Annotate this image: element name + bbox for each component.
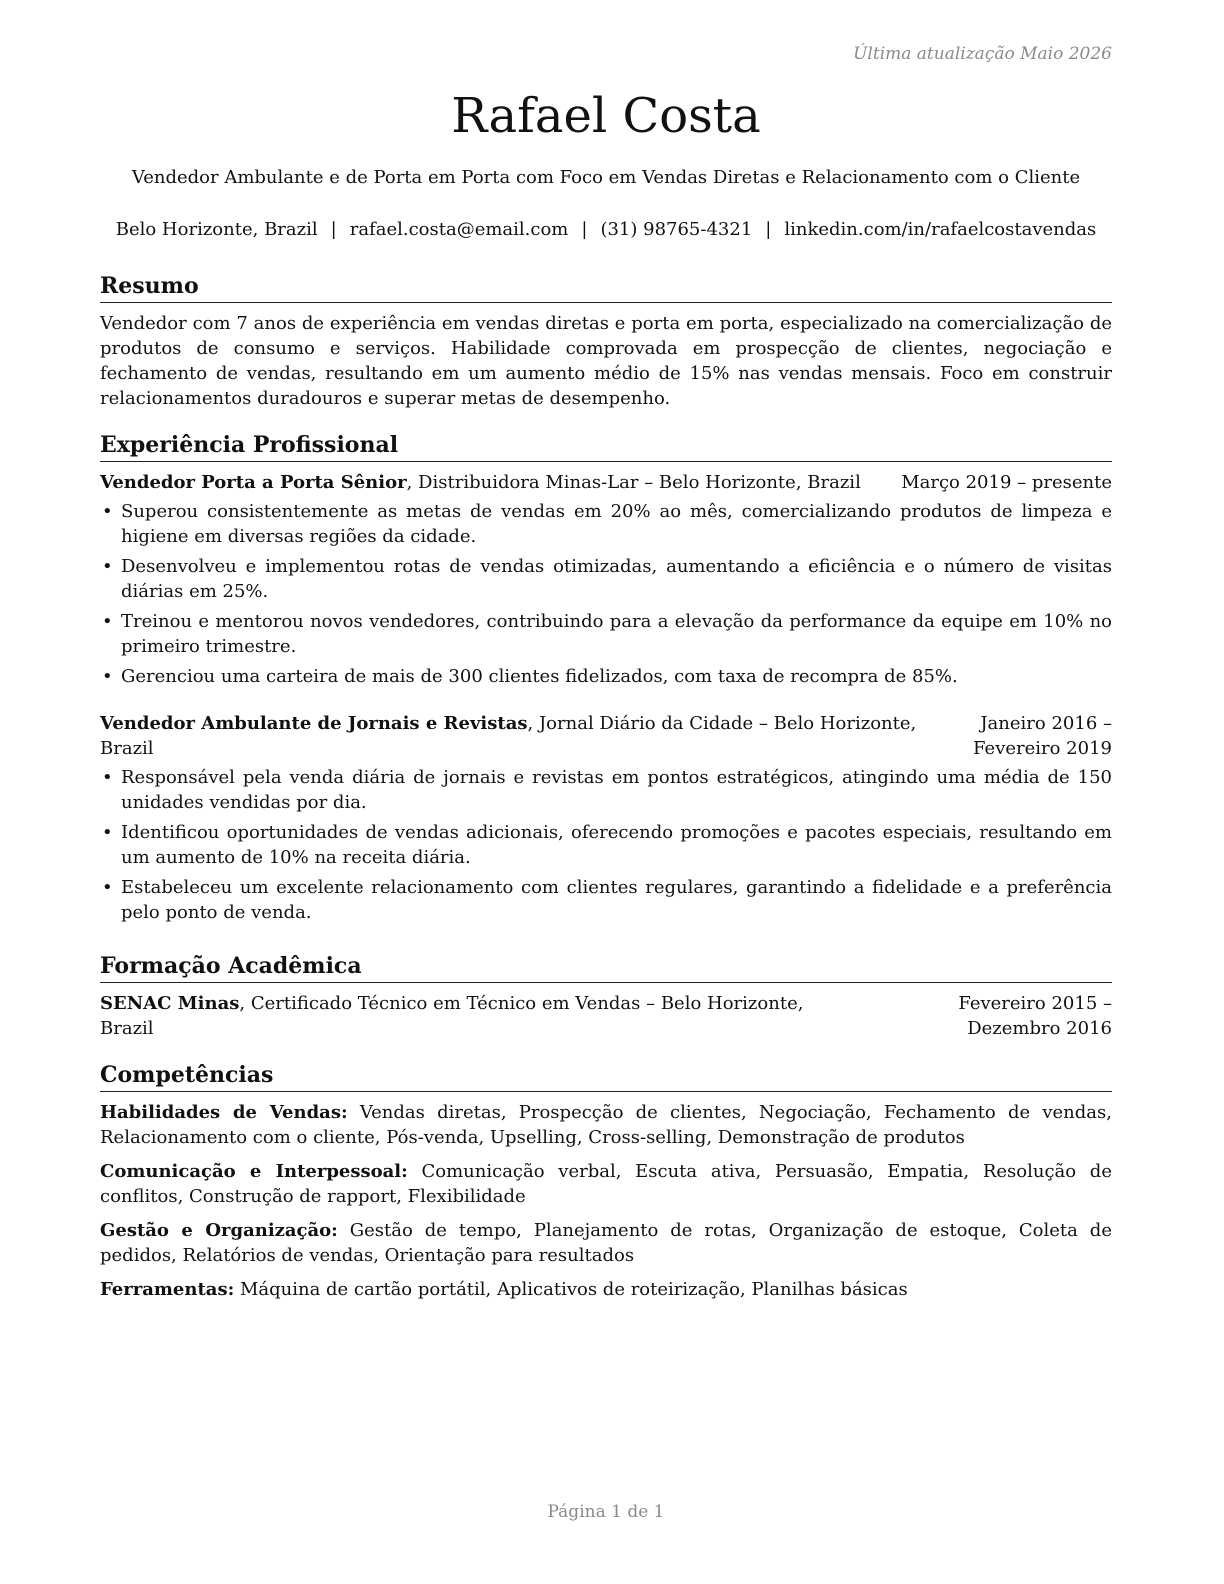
skill-group — [100, 1218, 1112, 1268]
page-number: Página 1 de 1 — [547, 1502, 665, 1522]
section-title-summary: Resumo — [100, 271, 1112, 303]
skill-label: Gestão e Organização: — [100, 1220, 338, 1241]
job-bullets — [100, 765, 1112, 925]
contact-separator: | — [330, 219, 337, 240]
job-bullets — [100, 499, 1112, 689]
skills-section — [100, 1060, 1112, 1311]
job-dates: Março 2019 – presente — [901, 472, 1112, 493]
last-updated: Última atualização Maio 2026 — [853, 44, 1112, 64]
list-item: • Identificou oportunidades de vendas adicionais, oferecendo promoções e pacotes especiais, resultando em um aumento de 10% na receita diária. — [100, 820, 1112, 870]
list-item: • Responsável pela venda diária de jornais e revistas em pontos estratégicos, atingindo uma média de 150 unidades vendidas por dia. — [100, 765, 1112, 815]
skill-group — [100, 1159, 1112, 1209]
job-header — [100, 711, 1112, 761]
resume-page — [100, 0, 1112, 1584]
contact-line — [100, 219, 1112, 240]
job-header — [100, 470, 1112, 495]
education-section — [100, 951, 1112, 1041]
job-details: , Distribuidora Minas-Lar – Belo Horizonte, Brazil — [406, 472, 861, 493]
contact-linkedin[interactable]: linkedin.com/in/rafaelcostavendas — [784, 219, 1097, 240]
education-dates: Fevereiro 2015 – Dezembro 2016 — [958, 993, 1112, 1039]
candidate-name: Rafael Costa — [451, 88, 761, 144]
experience-section — [100, 430, 1112, 930]
job-entry — [100, 470, 1112, 689]
job-role: Vendedor Ambulante de Jornais e Revistas — [100, 713, 528, 734]
skill-group — [100, 1277, 1112, 1302]
tagline: Vendedor Ambulante e de Porta em Porta com Foco em Vendas Diretas e Relacionamento com o Cliente — [131, 167, 1081, 188]
school-name: SENAC Minas — [100, 993, 240, 1014]
section-title-skills: Competências — [100, 1060, 1112, 1092]
contact-email[interactable]: rafael.costa@email.com — [349, 219, 569, 240]
job-dates: Janeiro 2016 – Fevereiro 2019 — [973, 713, 1112, 759]
job-entry — [100, 711, 1112, 925]
skill-label: Habilidades de Vendas: — [100, 1102, 348, 1123]
section-title-experience: Experiência Profissional — [100, 430, 1112, 462]
skill-items: Comunicação verbal, Escuta ativa, Persuasão, Empatia, Resolução de conflitos, Construção de rapport, Flexibilidade — [100, 1161, 1112, 1207]
section-title-education: Formação Acadêmica — [100, 951, 1112, 983]
contact-separator: | — [581, 219, 588, 240]
skill-label: Comunicação e Interpessoal: — [100, 1161, 408, 1182]
contact-location: Belo Horizonte, Brazil — [115, 219, 318, 240]
education-entry — [100, 991, 1112, 1041]
skill-items: Vendas diretas, Prospecção de clientes, Negociação, Fechamento de vendas, Relacionamento com o cliente, Pós-venda, Upselling, Cross-selling, Demonstração de produtos — [100, 1102, 1112, 1148]
skill-label: Ferramentas: — [100, 1279, 235, 1300]
list-item: • Estabeleceu um excelente relacionamento com clientes regulares, garantindo a fidelidade e a preferência pelo ponto de venda. — [100, 875, 1112, 925]
summary-section — [100, 271, 1112, 411]
summary-text: Vendedor com 7 anos de experiência em vendas diretas e porta em porta, especializado na comercialização de produtos de consumo e serviços. Habilidade comprovada em prospecção de clientes, negociação e fechamento de vendas, resultando em um aumento médio de 15% nas vendas mensais. Foco em construir relacionamentos duradouros e superar metas de desempenho. — [100, 313, 1112, 409]
list-item: • Gerenciou uma carteira de mais de 300 clientes fidelizados, com taxa de recompra de 85%. — [100, 664, 1112, 689]
job-details: , Jornal Diário da Cidade – Belo Horizonte, Brazil — [100, 713, 917, 759]
contact-phone[interactable]: (31) 98765-4321 — [600, 219, 753, 240]
skill-items: Máquina de cartão portátil, Aplicativos de roteirização, Planilhas básicas — [239, 1279, 908, 1300]
education-details: , Certificado Técnico em Técnico em Vendas – Belo Horizonte, Brazil — [100, 993, 804, 1039]
list-item: • Treinou e mentorou novos vendedores, contribuindo para a elevação da performance da equipe em 10% no primeiro trimestre. — [100, 609, 1112, 659]
list-item: • Superou consistentemente as metas de vendas em 20% ao mês, comercializando produtos de limpeza e higiene em diversas regiões da cidade. — [100, 499, 1112, 549]
list-item: • Desenvolveu e implementou rotas de vendas otimizadas, aumentando a eficiência e o número de visitas diárias em 25%. — [100, 554, 1112, 604]
job-role: Vendedor Porta a Porta Sênior — [100, 472, 407, 493]
skill-items: Gestão de tempo, Planejamento de rotas, Organização de estoque, Coleta de pedidos, Relatórios de vendas, Orientação para resultados — [100, 1220, 1112, 1266]
skill-group — [100, 1100, 1112, 1150]
contact-separator: | — [765, 219, 772, 240]
